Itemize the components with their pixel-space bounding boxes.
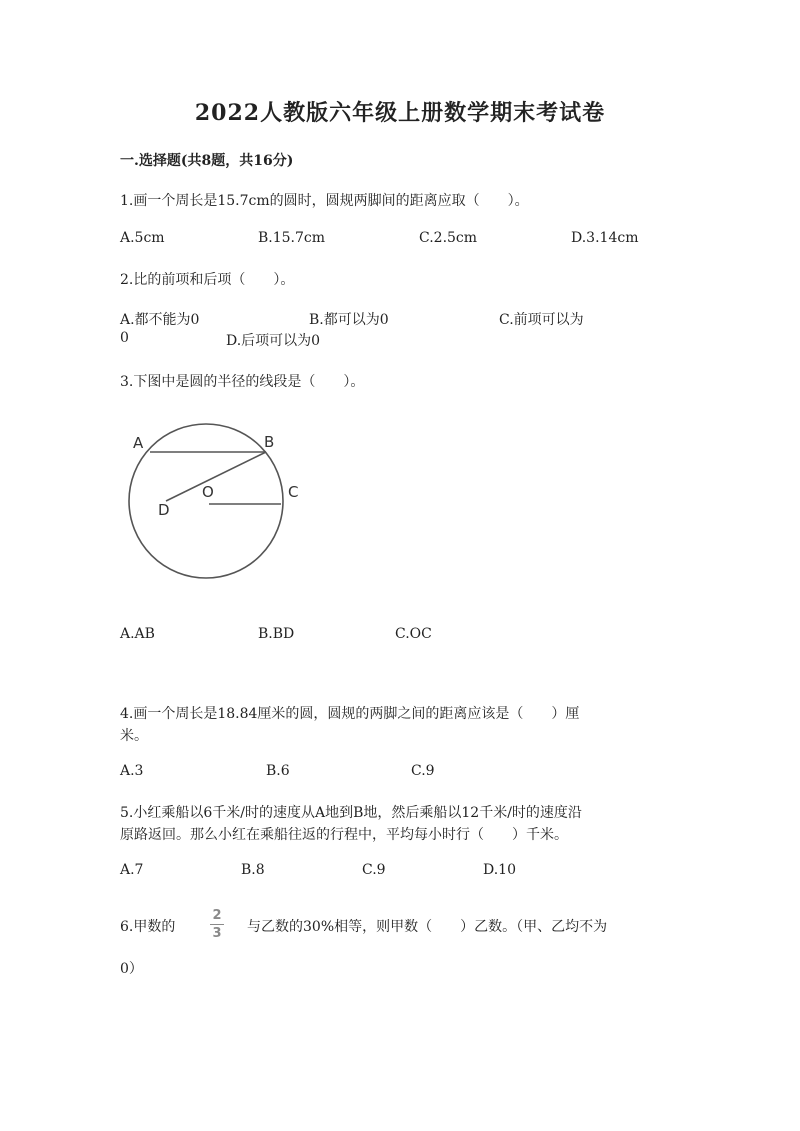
fraction-denominator: 3 (212, 926, 222, 941)
circle-figure (120, 420, 320, 590)
q1-option-c: C.2.5cm (419, 230, 478, 246)
label-c: C (288, 483, 299, 501)
q2-option-b: B.都可以为0 (309, 312, 389, 328)
question-5-text-line2: 原路返回。那么小红在乘船往返的行程中，平均每小时行（ ）千米。 (120, 827, 568, 843)
q4-option-a: A.3 (120, 763, 144, 779)
q5-option-d: D.10 (483, 862, 516, 878)
fraction-bar (210, 924, 224, 925)
q2-option-a: A.都不能为0 (120, 312, 200, 328)
q2-option-c-continued: 0 (120, 330, 129, 346)
q3-option-c: C.OC (395, 626, 432, 642)
question-4-text-line1: 4.画一个周长是18.84厘米的圆，圆规的两脚之间的距离应该是（ ）厘 (120, 706, 580, 722)
q5-option-c: C.9 (362, 862, 386, 878)
fraction-numerator: 2 (212, 908, 222, 923)
question-5-text-line1: 5.小红乘船以6千米/时的速度从A地到B地，然后乘船以12千米/时的速度沿 (120, 805, 582, 821)
question-6-text-start: 6.甲数的 (120, 919, 176, 935)
question-6-text-end: 与乙数的30%相等，则甲数（ ）乙数。（甲、乙均不为 (247, 919, 608, 935)
page-title: 2022人教版六年级上册数学期末考试卷 (194, 100, 606, 126)
q3-option-a: A.AB (120, 626, 155, 642)
question-1-text: 1.画一个周长是15.7cm的圆时，圆规两脚间的距离应取（ ）。 (120, 193, 529, 209)
label-b: B (264, 433, 275, 451)
q1-option-a: A.5cm (120, 230, 165, 246)
question-3-text: 3.下图中是圆的半径的线段是（ ）。 (120, 374, 365, 390)
q2-option-d: D.后项可以为0 (226, 333, 321, 349)
fraction-two-thirds (210, 908, 224, 941)
question-2-text: 2.比的前项和后项（ ）。 (120, 272, 295, 288)
circle-outline (129, 424, 283, 578)
q1-option-b: B.15.7cm (258, 230, 326, 246)
question-6-text-line2: 0） (120, 961, 143, 977)
section-heading: 一.选择题(共8题，共16分) (120, 153, 294, 169)
question-4-text-line2: 米。 (120, 728, 148, 744)
q3-option-b: B.BD (258, 626, 295, 642)
label-d: D (158, 501, 170, 519)
q4-option-c: C.9 (411, 763, 435, 779)
q1-option-d: D.3.14cm (571, 230, 639, 246)
q5-option-a: A.7 (120, 862, 144, 878)
q5-option-b: B.8 (241, 862, 265, 878)
q2-option-c: C.前项可以为 (499, 312, 584, 328)
label-a: A (133, 434, 144, 452)
q4-option-b: B.6 (266, 763, 290, 779)
label-o: O (202, 483, 214, 501)
segment-bd (166, 452, 266, 501)
